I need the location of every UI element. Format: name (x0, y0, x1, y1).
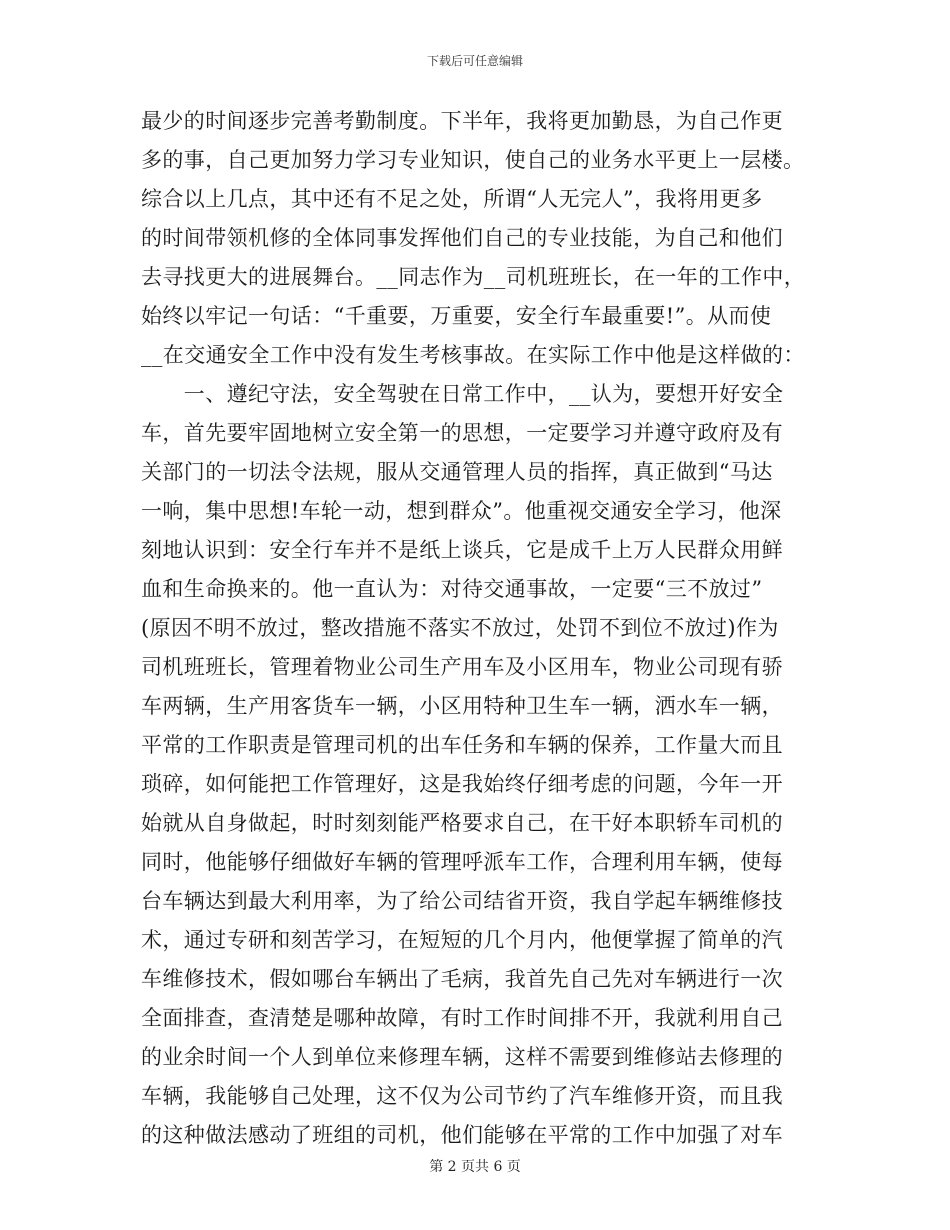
text-line: 全面排查，查清楚是哪种故障，有时工作时间排不开，我就利用自己 (141, 1006, 783, 1030)
text-line: 术，通过专研和刻苦学习，在短短的几个月内，他便掌握了简单的汽 (141, 928, 783, 952)
text-line: 综合以上几点，其中还有不足之处，所谓“人无完人”，我将用更多 (141, 187, 763, 211)
text-line: 车维修技术，假如哪台车辆出了毛病，我首先自己先对车辆进行一次 (141, 967, 783, 991)
text-line: 车两辆，生产用客货车一辆，小区用特种卫生车一辆，洒水车一辆， (141, 694, 783, 718)
page-number: 第 2 页共 6 页 (429, 1159, 521, 1175)
text-line: (原因不明不放过，整改措施不落实不放过，处罚不到位不放过)作为 (141, 616, 779, 640)
text-line: __在交通安全工作中没有发生考核事故。在实际工作中他是这样做的： (141, 343, 805, 367)
text-line: 去寻找更大的进展舞台。__同志作为__司机班班长，在一年的工作中， (141, 265, 806, 289)
text-line: 台车辆达到最大利用率，为了给公司结省开资，我自学起车辆维修技 (141, 889, 783, 913)
text-line: 平常的工作职责是管理司机的出车任务和车辆的保养，工作量大而且 (141, 733, 783, 757)
text-line: 的这种做法感动了班组的司机，他们能够在平常的工作中加强了对车 (141, 1123, 783, 1147)
text-line: 车，首先要牢固地树立安全第一的思想，一定要学习并遵守政府及有 (141, 421, 783, 445)
text-line: 始就从自身做起，时时刻刻能严格要求自己，在干好本职轿车司机的 (141, 811, 783, 835)
text-line: 的时间带领机修的全体同事发挥他们自己的专业技能，为自己和他们 (141, 226, 783, 250)
text-line: 的业余时间一个人到单位来修理车辆，这样不需要到维修站去修理的 (141, 1045, 783, 1069)
text-line: 司机班班长，管理着物业公司生产用车及小区用车，物业公司现有骄 (141, 655, 783, 679)
text-line: 多的事，自己更加努力学习专业知识，使自己的业务水平更上一层楼。 (141, 148, 805, 172)
text-line: 一响，集中思想!车轮一动，想到群众”。他重视交通安全学习，他深 (141, 499, 782, 523)
page-header: 下载后可任意编辑 (426, 54, 523, 68)
text-line: 车辆，我能够自己处理，这不仅为公司节约了汽车维修开资，而且我 (141, 1084, 783, 1108)
text-line: 琐碎，如何能把工作管理好，这是我始终仔细考虑的问题，今年一开 (141, 772, 783, 796)
text-line: 始终以牢记一句话：“千重要，万重要，安全行车最重要!”。从而使 (141, 304, 772, 328)
text-line: 最少的时间逐步完善考勤制度。下半年，我将更加勤恳，为自己作更 (141, 109, 783, 133)
text-line: 关部门的一切法令法规，服从交通管理人员的指挥，真正做到“马达 (141, 460, 773, 484)
text-line: 血和生命换来的。他一直认为：对待交通事故，一定要“三不放过” (141, 577, 763, 601)
text-line: 同时，他能够仔细做好车辆的管理呼派车工作，合理利用车辆，使每 (141, 850, 783, 874)
text-line: 刻地认识到：安全行车并不是纸上谈兵，它是成千上万人民群众用鲜 (141, 538, 783, 562)
text-line: 一、遵纪守法，安全驾驶在日常工作中，__认为，要想开好安全 (141, 382, 784, 406)
document-body (141, 102, 811, 1155)
